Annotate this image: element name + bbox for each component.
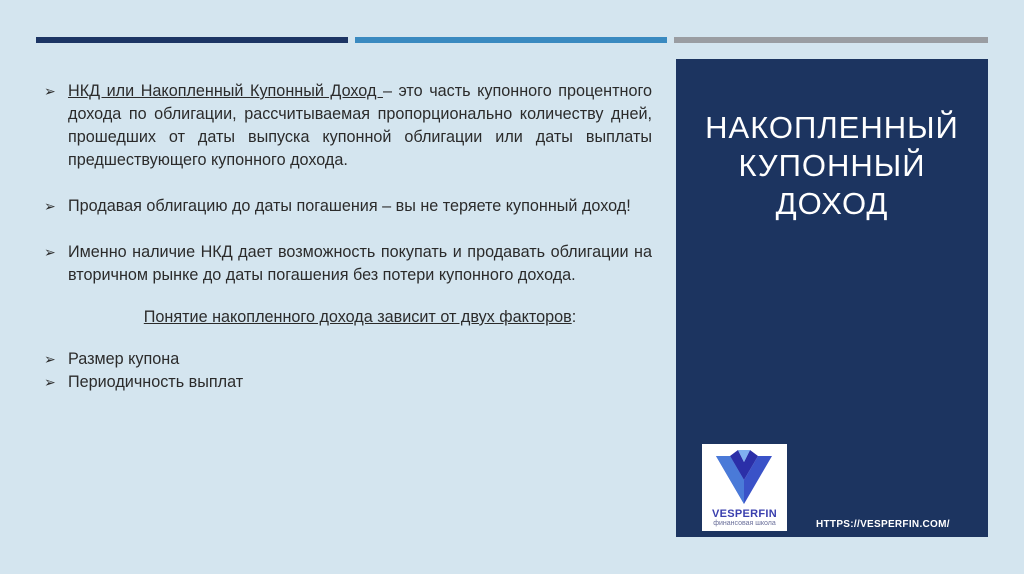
top-bar-blue xyxy=(355,37,667,43)
logo-subtitle: финансовая школа xyxy=(713,520,776,527)
nkd-definition-text: – это часть купонного процентного дохода по облигации, рассчитываемая пропорционально количеству дней, прошедших от даты выпуска купонной облигации или даты выплаты предшествующего купонного дохода. xyxy=(68,82,652,169)
vesperfin-v-icon xyxy=(714,450,774,506)
logo-name: VESPERFIN xyxy=(711,508,778,520)
top-bar-gray xyxy=(674,37,988,43)
arrow-bullet-icon: ➢ xyxy=(44,351,56,367)
factor-payment-frequency xyxy=(44,371,652,394)
arrow-bullet-icon: ➢ xyxy=(44,198,56,214)
slide-title: НАКОПЛЕННЫЙ КУПОННЫЙ ДОХОД xyxy=(705,110,959,221)
website-link[interactable]: HTTPS://VESPERFIN.COM/ xyxy=(816,519,950,530)
bullet-secondary-market xyxy=(44,241,652,287)
arrow-bullet-icon: ➢ xyxy=(44,244,56,260)
factors-heading-text: Понятие накопленного дохода зависит от двух факторов xyxy=(143,308,572,326)
arrow-bullet-icon: ➢ xyxy=(44,374,56,390)
arrow-bullet-icon: ➢ xyxy=(44,83,56,99)
bullet-selling-before-maturity xyxy=(44,195,652,218)
factors-heading: Понятие накопленного дохода зависит от двух факторов: xyxy=(143,308,577,326)
bullet-text: Именно наличие НКД дает возможность покупать и продавать облигации на вторичном рынке до даты погашения без потери купонного дохода. xyxy=(68,243,652,284)
factor-coupon-size xyxy=(44,348,652,371)
slide-body xyxy=(44,80,652,394)
title-panel xyxy=(676,59,988,537)
top-decorative-bars xyxy=(36,37,988,43)
bullet-text: Продавая облигацию до даты погашения – вы не теряете купонный доход! xyxy=(68,197,631,215)
factor-text: Размер купона xyxy=(68,350,180,368)
factor-text: Периодичность выплат xyxy=(68,373,244,391)
top-bar-dark xyxy=(36,37,348,43)
vesperfin-logo xyxy=(702,444,787,531)
bullet-nkd-definition xyxy=(44,80,652,172)
nkd-term: НКД или Накопленный Купонный Доход xyxy=(68,82,383,100)
